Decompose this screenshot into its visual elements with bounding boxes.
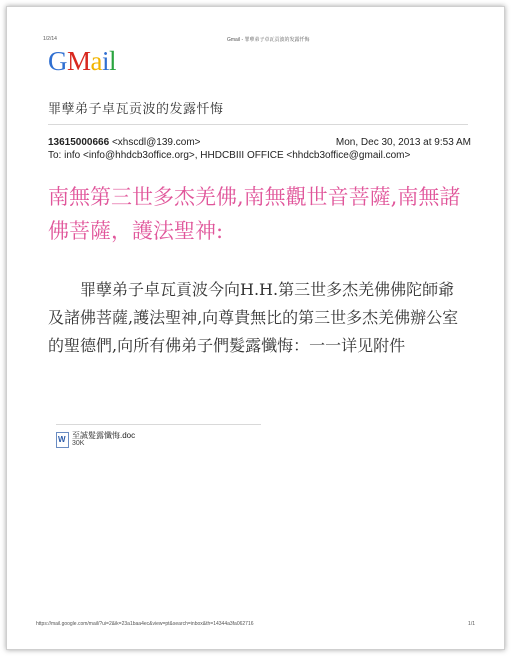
email-greeting: 南無第三世多杰羌佛,南無觀世音菩薩,南無諸佛菩薩，護法聖神: bbox=[48, 185, 461, 243]
logo-letter: i bbox=[102, 46, 110, 76]
logo-letter: M bbox=[67, 46, 91, 76]
sender-line bbox=[48, 137, 201, 148]
logo-letter: a bbox=[90, 46, 102, 76]
print-date: 1/2/14 bbox=[43, 36, 57, 42]
email-date: Mon, Dec 30, 2013 at 9:53 AM bbox=[335, 137, 471, 148]
print-footer-page: 1/1 bbox=[468, 621, 475, 627]
logo-letter: l bbox=[109, 46, 117, 76]
recipients-line: To: info <info@hhdcb3office.org>, HHDCBIII OFFICE <hhdcb3office@gmail.com> bbox=[48, 150, 411, 161]
sender-name: 13615000666 bbox=[48, 137, 110, 148]
attachment-name[interactable]: 至誠髮露懺悔.doc bbox=[72, 431, 136, 440]
logo-letter: G bbox=[48, 46, 67, 76]
gmail-logo bbox=[48, 46, 116, 76]
attachment-size: 30K bbox=[72, 440, 85, 447]
print-title: Gmail - 罪孽弟子卓瓦贡波的发露忏悔 bbox=[227, 37, 310, 43]
divider bbox=[48, 124, 468, 125]
sender-email[interactable]: <xhscdl@139.com> bbox=[111, 137, 201, 148]
email-subject: 罪孽弟子卓瓦贡波的发露忏悔 bbox=[48, 101, 224, 116]
attachment-divider bbox=[56, 424, 261, 425]
email-body: 罪孽弟子卓瓦貢波今向H.H.第三世多杰羌佛佛陀師爺及諸佛菩薩,護法聖神,向尊貴無比的第三世多杰羌佛辦公室的聖德們,向所有佛弟子們髮露懺悔：一一详见附件 bbox=[48, 280, 459, 355]
print-footer-url: https://mail.google.com/mail/?ui=2&ik=23a1baa4ec&view=pt&search=inbox&th=14344a3fa062716 bbox=[36, 621, 254, 627]
word-document-icon bbox=[56, 432, 69, 448]
